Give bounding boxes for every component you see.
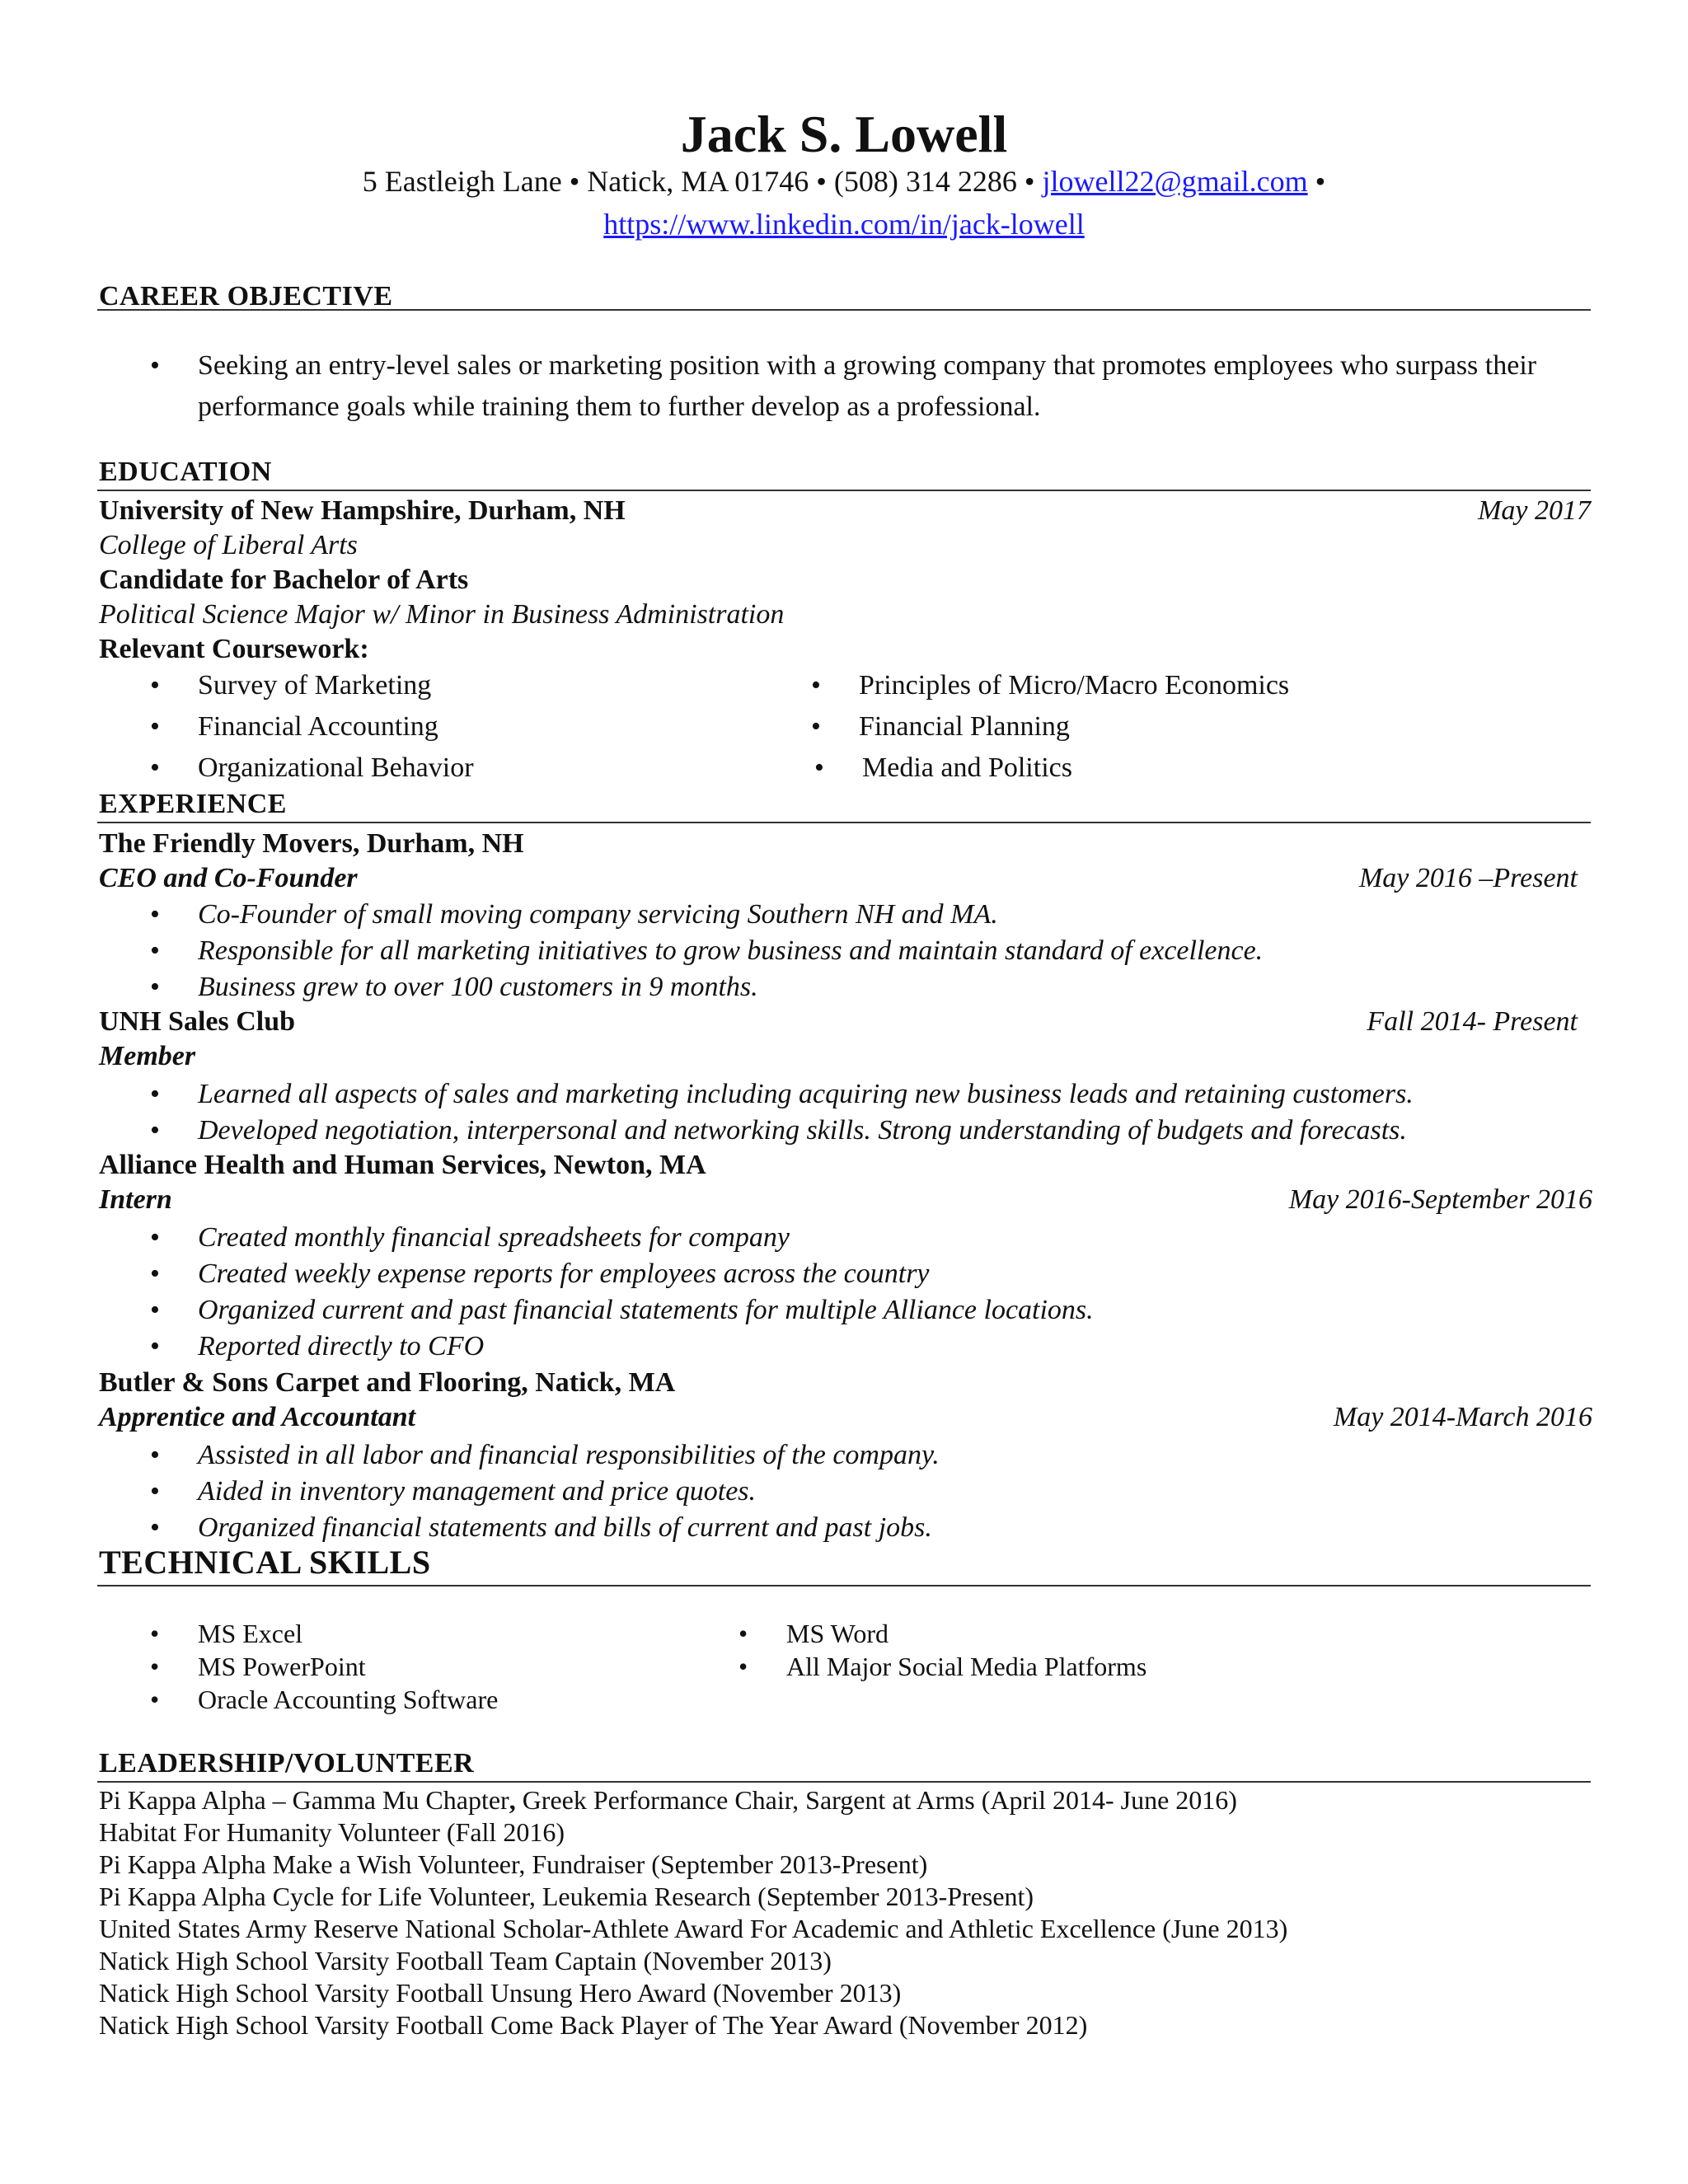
job-role: Intern bbox=[99, 1184, 172, 1215]
section-divider bbox=[97, 822, 1591, 823]
job-date: May 2016-September 2016 bbox=[1288, 1184, 1592, 1215]
contact-line bbox=[0, 162, 1688, 201]
contact-separator: • bbox=[1307, 165, 1326, 198]
skill-item: • Oracle Accounting Software bbox=[198, 1683, 498, 1716]
section-divider bbox=[97, 309, 1591, 311]
leadership-item: Pi Kappa Alpha Make a Wish Volunteer, Fundraiser (September 2013-Present) bbox=[99, 1849, 928, 1879]
job-bullet: • Assisted in all labor and financial responsibilities of the company. bbox=[198, 1437, 940, 1474]
course-item: • Organizational Behavior bbox=[198, 750, 474, 786]
major: Political Science Major w/ Minor in Business Administration bbox=[99, 599, 785, 630]
section-divider bbox=[97, 490, 1591, 491]
job-bullet: • Aided in inventory management and price quotes. bbox=[198, 1474, 756, 1510]
leadership-item: Natick High School Varsity Football Come Back Player of The Year Award (November 2012) bbox=[99, 2010, 1088, 2040]
course-item: • Media and Politics bbox=[862, 750, 1072, 786]
job-org: UNH Sales Club bbox=[99, 1006, 296, 1037]
job-bullet: • Business grew to over 100 customers in 9 months. bbox=[198, 969, 758, 1005]
leadership-detail: Greek Performance Chair, Sargent at Arms (April 2014- June 2016) bbox=[515, 1785, 1237, 1815]
objective-text: • Seeking an entry-level sales or marketing position with a growing company that promotes employees who surpass their performance goals while training them to further develop as a professional. bbox=[198, 345, 1591, 428]
job-bullet: • Created weekly expense reports for employees across the country bbox=[198, 1256, 930, 1292]
job-role: Apprentice and Accountant bbox=[99, 1402, 416, 1432]
candidate-name: Jack S. Lowell bbox=[680, 105, 1008, 163]
section-divider bbox=[97, 1781, 1591, 1783]
leadership-comma: , bbox=[509, 1785, 516, 1815]
email-link[interactable]: jlowell22@gmail.com bbox=[1042, 165, 1308, 198]
section-title-education: EDUCATION bbox=[99, 457, 272, 487]
job-org: Butler & Sons Carpet and Flooring, Natick, MA bbox=[99, 1367, 676, 1398]
job-org: The Friendly Movers, Durham, NH bbox=[99, 828, 524, 859]
job-bullet: • Created monthly financial spreadsheets for company bbox=[198, 1220, 790, 1256]
skill-item: • MS Excel bbox=[198, 1617, 302, 1650]
linkedin-link[interactable]: https://www.linkedin.com/in/jack-lowell bbox=[603, 208, 1085, 241]
job-bullet: • Developed negotiation, interpersonal and networking skills. Strong understanding of budgets and forecasts. bbox=[198, 1113, 1407, 1149]
leadership-item: Habitat For Humanity Volunteer (Fall 2016) bbox=[99, 1817, 565, 1847]
skill-item: • All Major Social Media Platforms bbox=[786, 1650, 1146, 1683]
job-bullet: • Learned all aspects of sales and marketing including acquiring new business leads and retaining customers. bbox=[198, 1076, 1414, 1113]
leadership-item: Pi Kappa Alpha Cycle for Life Volunteer, Leukemia Research (September 2013-Present) bbox=[99, 1882, 1034, 1911]
job-bullet: • Responsible for all marketing initiatives to grow business and maintain standard of excellence. bbox=[198, 933, 1263, 969]
job-org: Alliance Health and Human Services, Newton, MA bbox=[99, 1150, 706, 1180]
address-phone: 5 Eastleigh Lane • Natick, MA 01746 • (508) 314 2286 • bbox=[362, 165, 1035, 198]
job-date: Fall 2014- Present bbox=[1367, 1006, 1578, 1037]
job-date: May 2016 –Present bbox=[1358, 863, 1578, 893]
skill-item: • MS PowerPoint bbox=[198, 1650, 366, 1683]
leadership-item bbox=[99, 1783, 1237, 1816]
course-item: • Principles of Micro/Macro Economics bbox=[859, 668, 1289, 704]
degree: Candidate for Bachelor of Arts bbox=[99, 565, 469, 595]
leadership-org: Pi Kappa Alpha – Gamma Mu Chapter bbox=[99, 1785, 509, 1815]
course-item: • Financial Accounting bbox=[198, 709, 438, 745]
leadership-item: Natick High School Varsity Football Unsung Hero Award (November 2013) bbox=[99, 1978, 902, 2008]
job-date: May 2014-March 2016 bbox=[1333, 1402, 1592, 1432]
job-bullet: • Reported directly to CFO bbox=[198, 1329, 484, 1365]
section-title-experience: EXPERIENCE bbox=[99, 789, 287, 819]
coursework-label: Relevant Coursework: bbox=[99, 634, 369, 664]
course-item: • Survey of Marketing bbox=[198, 668, 431, 704]
school-name: University of New Hampshire, Durham, NH bbox=[99, 495, 626, 526]
leadership-item: United States Army Reserve National Scholar-Athlete Award For Academic and Athletic Excellence (June 2013) bbox=[99, 1914, 1288, 1943]
job-bullet: • Organized current and past financial statements for multiple Alliance locations. bbox=[198, 1292, 1094, 1329]
linkedin-line bbox=[0, 204, 1688, 244]
section-title-objective: CAREER OBJECTIVE bbox=[99, 281, 393, 312]
section-title-leadership: LEADERSHIP/VOLUNTEER bbox=[99, 1748, 475, 1779]
section-title-skills: TECHNICAL SKILLS bbox=[99, 1544, 431, 1581]
job-bullet: • Organized financial statements and bills of current and past jobs. bbox=[198, 1510, 932, 1546]
education-date: May 2017 bbox=[1478, 495, 1591, 526]
job-role: Member bbox=[99, 1041, 196, 1071]
college-name: College of Liberal Arts bbox=[99, 530, 358, 560]
skill-item: • MS Word bbox=[786, 1617, 889, 1650]
leadership-item: Natick High School Varsity Football Team Captain (November 2013) bbox=[99, 1946, 832, 1975]
section-divider bbox=[97, 1585, 1591, 1586]
job-role: CEO and Co-Founder bbox=[99, 863, 358, 893]
job-bullet: • Co-Founder of small moving company servicing Southern NH and MA. bbox=[198, 897, 998, 933]
course-item: • Financial Planning bbox=[859, 709, 1070, 745]
